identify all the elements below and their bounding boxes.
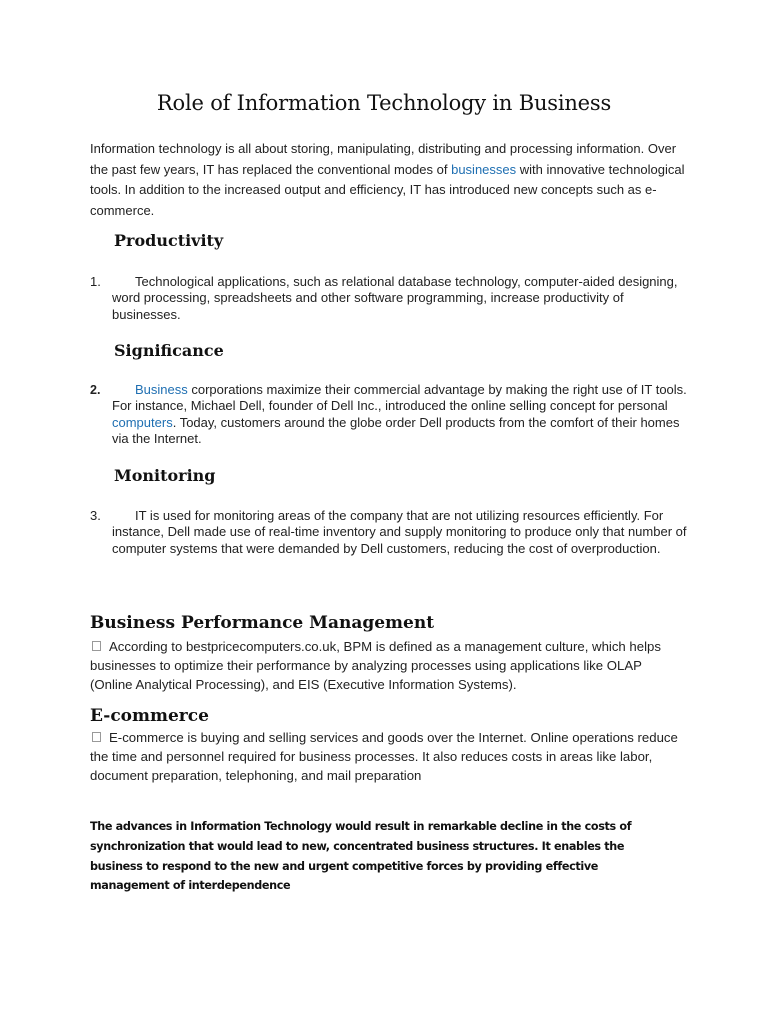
list-number: 2. [90, 383, 101, 397]
closing-paragraph: The advances in Information Technology would result in remarkable decline in the costs of synchronization that would lead to new, concentrated business structures. It enables the business to respond to the new and urgent competitive forces by providing effective management of interdependence [90, 820, 632, 893]
monitoring-heading: Monitoring [114, 466, 216, 485]
bpm-heading: Business Performance Management [90, 613, 435, 633]
page-title: Role of Information Technology in Business [156, 91, 612, 115]
list-item-text [112, 382, 690, 448]
significance-text-2: . Today, customers around the globe order Dell products from the comfort of their homes via the Internet. [112, 414, 680, 447]
computers-link[interactable]: computers [112, 414, 173, 430]
bpm-text: According to bestpricecomputers.co.uk, BPM is defined as a management culture, which helps businesses to optimize their performance by analyzing processes using applications like OLAP (Online Analytical Processing), and EIS (Executive Information Systems). [90, 639, 661, 692]
list-item-text: Technological applications, such as relational database technology, computer-aided designing, word processing, spreadsheets and other software programming, increase productivity of businesses. [112, 274, 678, 322]
intro-paragraph [90, 139, 690, 222]
bpm-paragraph [90, 637, 680, 694]
list-item-productivity [90, 274, 690, 323]
productivity-heading: Productivity [114, 231, 224, 250]
list-item-significance [90, 382, 690, 448]
list-number: 3. [90, 508, 101, 523]
intro-text-1: Information technology is all about storing, manipulating, distributing and processing information. Over the past few years, IT has replaced the conventional modes of [90, 141, 677, 177]
significance-heading: Significance [114, 341, 224, 360]
significance-text-1: corporations maximize their commercial advantage by making the right use of IT tools. For instance, Michael Dell, founder of Dell Inc., introduced the online selling concept for personal [112, 382, 687, 414]
ecommerce-paragraph [90, 728, 680, 785]
businesses-link[interactable]: businesses [451, 161, 517, 177]
bullet-box-icon [92, 641, 101, 651]
list-item-monitoring [90, 508, 690, 557]
ecommerce-heading: E-commerce [90, 706, 209, 726]
list-number: 1. [90, 274, 101, 289]
intro-text-2: with innovative technological tools. In addition to the increased output and efficiency, IT has introduced new concepts such as e-commerce. [90, 161, 685, 219]
bullet-box-icon [92, 732, 101, 742]
list-item-text: IT is used for monitoring areas of the company that are not utilizing resources efficiently. For instance, Dell made use of real-time inventory and supply monitoring to produce only that number of computer systems that were demanded by Dell customers, reducing the cost of overproduction. [112, 508, 687, 556]
ecommerce-text: E-commerce is buying and selling services and goods over the Internet. Online operations reduce the time and personnel required for business processes. It also reduces costs in areas like labor, document preparation, telephoning, and mail preparation [90, 730, 678, 783]
business-link[interactable]: Business [135, 382, 188, 397]
